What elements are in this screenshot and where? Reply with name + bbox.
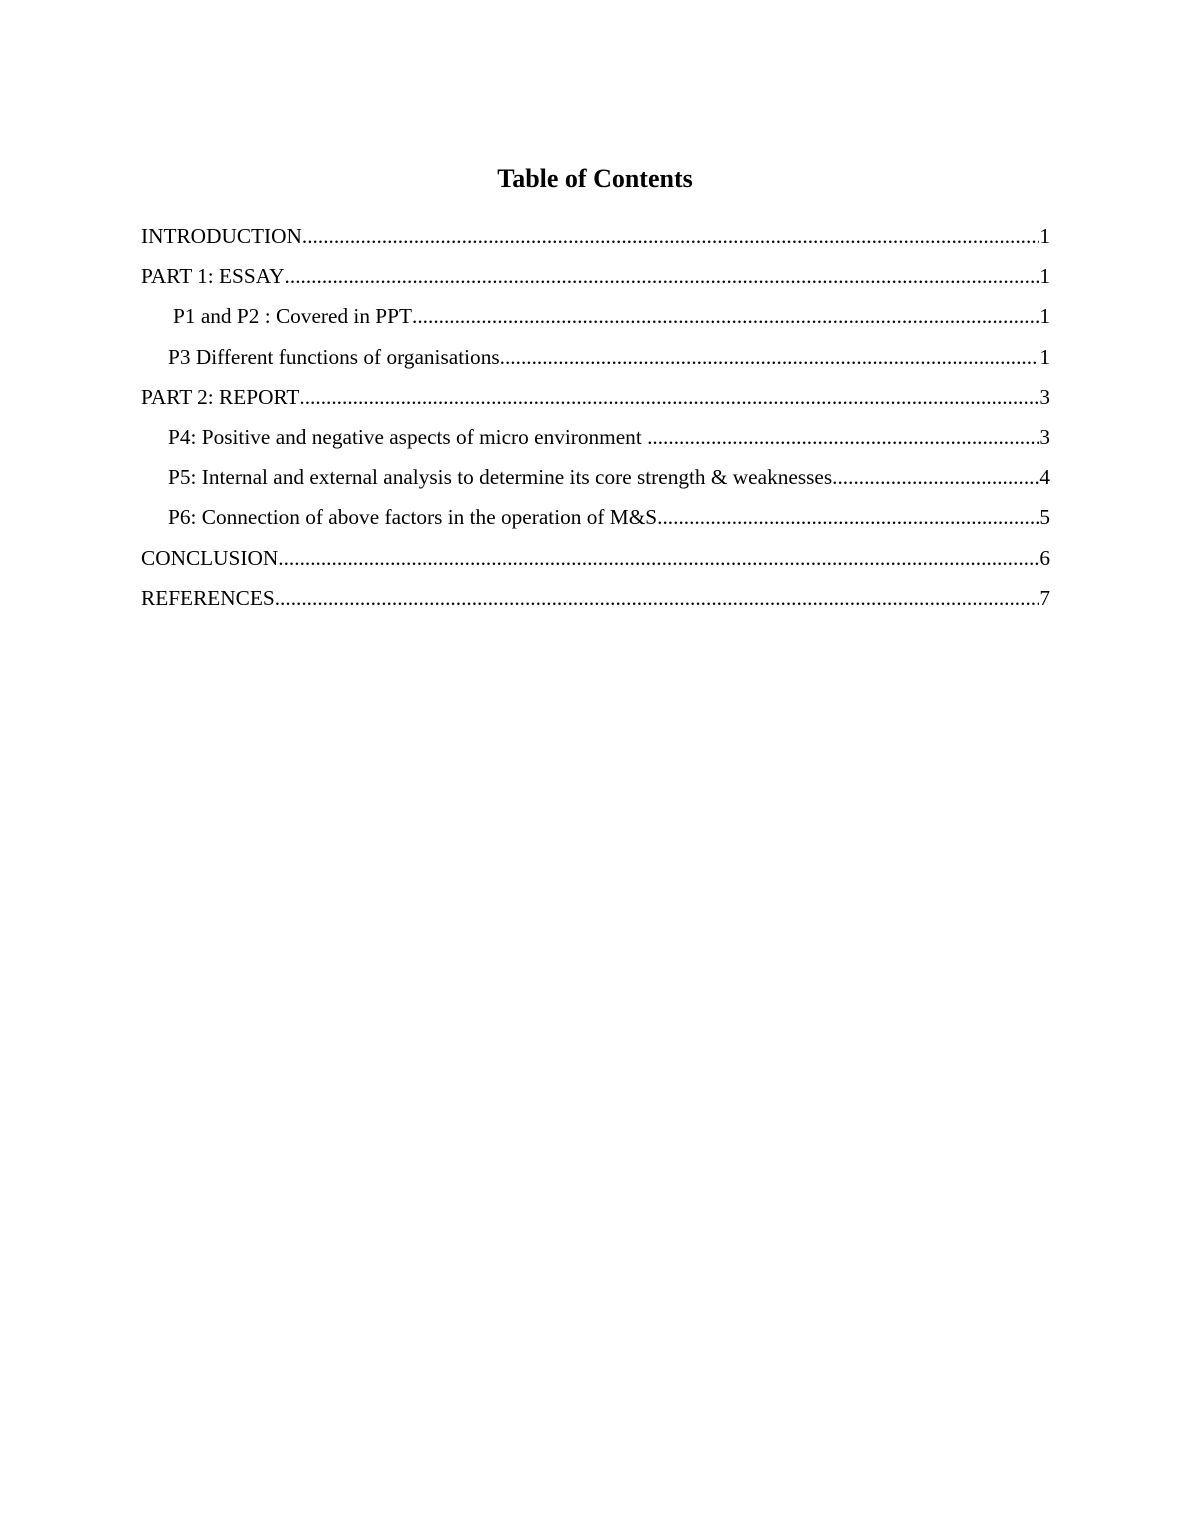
toc-page-number: 6 bbox=[1039, 545, 1050, 570]
toc-entry-text: P6: Connection of above factors in the operation of M&S bbox=[168, 505, 658, 530]
toc-page-number: 1 bbox=[1039, 264, 1050, 289]
toc-entry-p1-p2[interactable] bbox=[141, 302, 1050, 342]
toc-entry-introduction[interactable] bbox=[141, 222, 1050, 262]
toc-dot-leader bbox=[657, 503, 1039, 531]
toc-page-number: 1 bbox=[1039, 344, 1050, 369]
toc-entry-text: PART 2: REPORT bbox=[141, 384, 300, 409]
toc-entry-conclusion[interactable] bbox=[141, 544, 1050, 584]
toc-entry-text: PART 1: ESSAY bbox=[141, 264, 285, 289]
toc-entry-text: P4: Positive and negative aspects of micro environment bbox=[168, 424, 648, 449]
toc-entry-text: REFERENCES bbox=[141, 585, 275, 610]
toc-entry-text: P5: Internal and external analysis to determine its core strength & weaknesses bbox=[168, 465, 833, 490]
toc-dot-leader bbox=[302, 222, 1039, 250]
toc-page-number: 1 bbox=[1039, 224, 1050, 248]
toc-entry-p4[interactable] bbox=[141, 423, 1050, 463]
toc-page-number: 5 bbox=[1039, 505, 1050, 530]
toc-entry-p3[interactable] bbox=[141, 343, 1050, 383]
toc-dot-leader bbox=[285, 262, 1040, 290]
toc-dot-leader bbox=[278, 544, 1039, 572]
toc-entry-p6[interactable] bbox=[141, 503, 1050, 543]
toc-entry-text: CONCLUSION bbox=[141, 545, 279, 570]
toc-page-number: 7 bbox=[1039, 585, 1050, 610]
toc-page-number: 3 bbox=[1039, 384, 1050, 409]
toc-dot-leader bbox=[832, 463, 1039, 491]
toc-dot-leader bbox=[299, 383, 1039, 411]
toc-dot-leader bbox=[412, 302, 1039, 330]
toc-entry-part-2-report[interactable] bbox=[141, 383, 1050, 423]
toc-entry-references[interactable] bbox=[141, 584, 1050, 624]
toc-entry-p5[interactable] bbox=[141, 463, 1050, 503]
toc-dot-leader bbox=[500, 343, 1040, 371]
toc-title: Table of Contents bbox=[497, 164, 693, 193]
toc-page-number: 4 bbox=[1039, 465, 1050, 490]
toc-entry-part-1-essay[interactable] bbox=[141, 262, 1050, 302]
toc-entry-text: P1 and P2 : Covered in PPT bbox=[173, 304, 413, 329]
toc-entry-text: INTRODUCTION bbox=[141, 224, 302, 248]
toc-page-number: 1 bbox=[1039, 304, 1050, 329]
toc-page-number: 3 bbox=[1039, 424, 1050, 449]
toc-dot-leader bbox=[647, 423, 1039, 451]
toc-list bbox=[141, 222, 1050, 624]
toc-dot-leader bbox=[275, 584, 1040, 612]
toc-entry-text: P3 Different functions of organisations bbox=[168, 344, 500, 369]
